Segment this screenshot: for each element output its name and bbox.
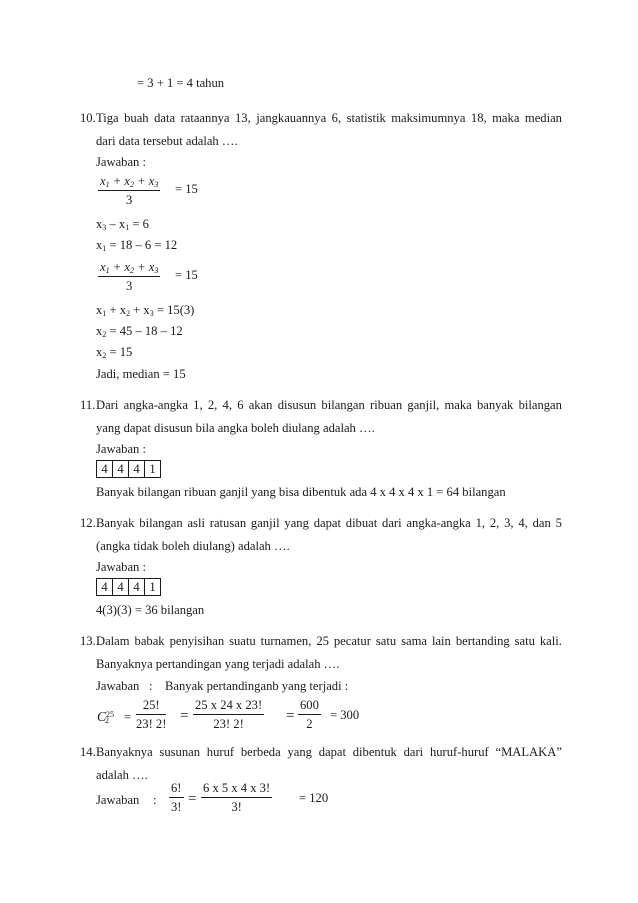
- q14-jawaban-label: Jawaban: [96, 793, 140, 807]
- word: akan: [248, 398, 273, 412]
- word: bilangan: [321, 398, 365, 412]
- word: satu: [375, 634, 397, 648]
- q10-number: 10.: [80, 111, 96, 125]
- digit-box: 4: [129, 579, 145, 595]
- q14-f1-denominator: 3!: [171, 799, 182, 814]
- word: bilangan: [518, 398, 562, 412]
- word: rataannya: [180, 111, 230, 125]
- word: “MALAKA”: [495, 745, 562, 759]
- q10-step3: $x_1 + x_2 + x_3 = 15(3)$: [96, 303, 195, 318]
- word: huruf: [206, 745, 235, 759]
- word: 1,: [193, 398, 203, 412]
- word: angka-angka: [406, 516, 471, 530]
- q14-f2-denominator: 3!: [231, 799, 242, 814]
- q10-conclusion: Jadi, median = 15: [96, 367, 186, 381]
- q13-f3-denominator: 2: [306, 716, 313, 731]
- word: 4,: [518, 516, 528, 530]
- q13-f1-denominator: 23! 2!: [136, 716, 167, 731]
- word: buah: [124, 111, 149, 125]
- word: bilangan: [139, 516, 183, 530]
- word: median: [524, 111, 562, 125]
- word: Banyak: [96, 516, 135, 530]
- q12-digit-boxes: [96, 578, 161, 596]
- q12-number: 12.: [80, 516, 96, 530]
- word: sama: [401, 634, 428, 648]
- q13-line1: [96, 635, 562, 648]
- word: 2,: [207, 398, 218, 412]
- q13-colon: :: [149, 679, 153, 693]
- digit-box: 4: [97, 461, 113, 477]
- q10-frac1-numerator: $x_1 + x_2 + x_3$: [100, 174, 159, 189]
- q14-fraction-2: [201, 782, 272, 813]
- q11-jawaban: Jawaban :: [96, 442, 147, 456]
- q13-final-result: = 300: [330, 708, 360, 722]
- q13-fraction-1: [136, 699, 166, 730]
- word: ganjil,: [407, 398, 440, 412]
- q10-frac2-numerator: $x_1 + x_2 + x_3$: [100, 260, 159, 275]
- word: kali.: [539, 634, 562, 648]
- word: ganjil: [250, 516, 280, 530]
- q14-final-result: = 120: [299, 791, 329, 805]
- word: lain: [431, 634, 451, 648]
- digit-box: 1: [149, 579, 156, 594]
- q13-equals-1: =: [124, 710, 132, 724]
- q10-fraction-1: [98, 175, 160, 206]
- word: 4,: [222, 398, 232, 412]
- q10-frac1-denominator: 3: [126, 192, 133, 207]
- digit-box: 1: [149, 461, 156, 476]
- q13-combination-symbol: $C^{25}_2$: [97, 709, 115, 725]
- q13-f2-numerator: 25 x 24 x 23!: [195, 698, 263, 712]
- word: 6,: [331, 111, 342, 125]
- word: 1,: [475, 516, 486, 530]
- word: yang: [287, 745, 312, 759]
- q13-line2: Banyaknya pertandingan yang terjadi adalah ….: [96, 657, 340, 671]
- q13-f2-denominator: 23! 2!: [213, 716, 244, 731]
- word: angka-angka: [123, 398, 188, 412]
- q10-step5: $x_2 = 15$: [96, 345, 133, 360]
- word: disusun: [277, 398, 317, 412]
- word: dibuat: [345, 516, 378, 530]
- word: dari: [403, 745, 424, 759]
- q13-fraction-2: [193, 699, 264, 730]
- word: 6: [237, 398, 244, 412]
- word: maksimumnya: [391, 111, 466, 125]
- word: Dari: [96, 398, 119, 412]
- q10-frac1-result: = 15: [175, 182, 198, 196]
- q11-number: 11.: [80, 398, 96, 412]
- word: susunan: [159, 745, 201, 759]
- q13-number: 13.: [80, 634, 96, 648]
- word: pecatur: [333, 634, 371, 648]
- word: Dalam: [96, 634, 130, 648]
- word: 3,: [504, 516, 514, 530]
- word: bertanding: [455, 634, 510, 648]
- word: dan: [532, 516, 551, 530]
- q10-step2: $x_1 = 18 - 6 = 12$: [96, 238, 178, 253]
- q10-step1: $x_3 - x_1 = 6$: [96, 217, 149, 232]
- q10-jawaban: Jawaban :: [96, 155, 147, 169]
- digit-box: 4: [129, 461, 145, 477]
- word: 5: [555, 516, 562, 530]
- word: yang: [284, 516, 309, 530]
- q12-line1: [96, 517, 562, 530]
- word: 25: [316, 634, 329, 648]
- q11-result: Banyak bilangan ribuan ganjil yang bisa dibentuk ada 4 x 4 x 4 x 1 = 64 bilangan: [96, 485, 506, 499]
- q13-equals-3: =: [286, 708, 295, 724]
- word: Banyaknya: [96, 745, 153, 759]
- q14-equals-1: =: [188, 791, 197, 807]
- word: jangkauannya: [256, 111, 327, 125]
- q11-digit-boxes: [96, 460, 161, 478]
- q14-f2-numerator: 6 x 5 x 4 x 3!: [203, 781, 271, 795]
- q13-f1-numerator: 25!: [142, 698, 160, 712]
- word: dapat: [318, 745, 346, 759]
- word: statistik: [346, 111, 386, 125]
- q13-jawaban-label: Jawaban: [96, 679, 140, 693]
- q10-step4: $x_2 = 45 - 18 - 12$: [96, 324, 183, 339]
- q10-frac2-result: = 15: [175, 268, 198, 282]
- q14-number: 14.: [80, 745, 96, 759]
- word: babak: [134, 634, 165, 648]
- q13-equals-2: =: [180, 708, 189, 724]
- digit-box: 4: [113, 579, 129, 595]
- word: penyisihan: [169, 634, 225, 648]
- q10-fraction-2: [98, 261, 160, 292]
- word: ribuan: [370, 398, 403, 412]
- word: 18,: [470, 111, 487, 125]
- word: maka: [444, 398, 472, 412]
- q14-fraction-1: [169, 782, 184, 813]
- digit-box: 4: [97, 579, 113, 595]
- word: asli: [187, 516, 205, 530]
- word: dari: [382, 516, 402, 530]
- q13-f3-numerator: 600: [300, 698, 319, 712]
- q13-fraction-3: [298, 699, 321, 730]
- word: turnamen,: [260, 634, 312, 648]
- q11-line1: [96, 399, 562, 412]
- top-line: = 3 + 1 = 4 tahun: [137, 76, 225, 90]
- q14-colon: :: [153, 793, 157, 807]
- word: suatu: [229, 634, 256, 648]
- word: dibentuk: [352, 745, 397, 759]
- word: huruf-huruf: [429, 745, 489, 759]
- q13-jawaban-text: Banyak pertandinganb yang terjadi :: [165, 679, 349, 693]
- q10-line2: dari data tersebut adalah ….: [96, 134, 238, 148]
- q12-result: 4(3)(3) = 36 bilangan: [96, 603, 205, 617]
- q10-frac2-denominator: 3: [126, 278, 133, 293]
- word: data: [154, 111, 176, 125]
- word: 13,: [235, 111, 251, 125]
- word: dapat: [313, 516, 341, 530]
- q12-line2: (angka tidak boleh diulang) adalah ….: [96, 539, 290, 553]
- q14-line2: adalah ….: [96, 768, 148, 782]
- word: maka: [492, 111, 520, 125]
- word: ratusan: [209, 516, 247, 530]
- q11-line2: yang dapat disusun bila angka boleh diulang adalah ….: [96, 421, 375, 435]
- q14-line1: [96, 746, 562, 759]
- word: berbeda: [240, 745, 281, 759]
- digit-box: 4: [113, 461, 129, 477]
- word: 2,: [489, 516, 500, 530]
- word: satu: [514, 634, 535, 648]
- q12-jawaban: Jawaban :: [96, 560, 147, 574]
- q14-f1-numerator: 6!: [171, 781, 182, 795]
- word: banyak: [476, 398, 514, 412]
- word: Tiga: [96, 111, 119, 125]
- q10-line1: [96, 112, 562, 125]
